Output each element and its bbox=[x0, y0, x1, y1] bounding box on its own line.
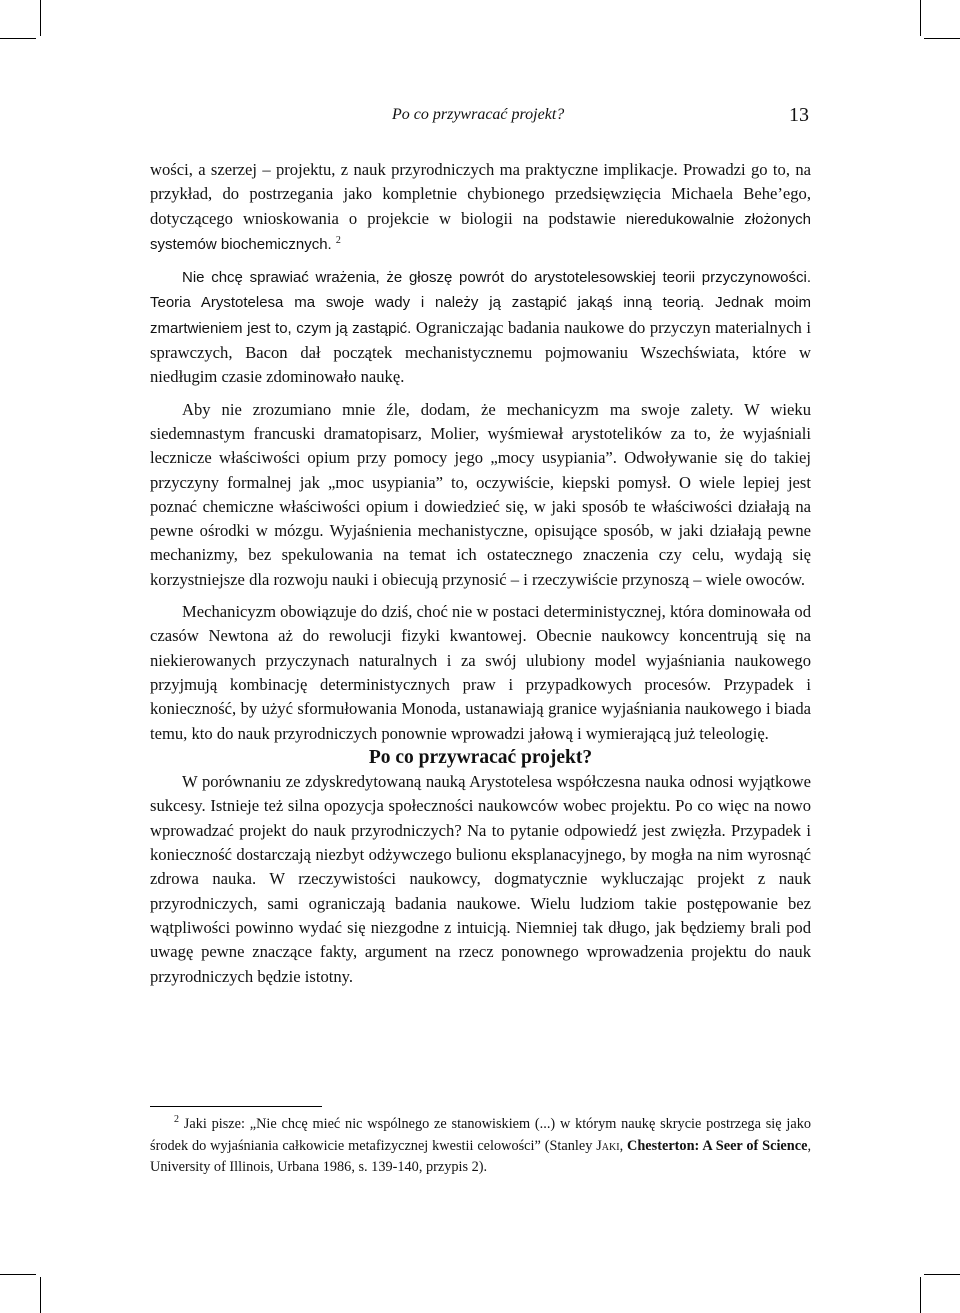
paragraph-1-sans-text: nieredukowalnie złożonych systemów biochemicznych. bbox=[150, 210, 811, 253]
crop-mark bbox=[0, 38, 36, 39]
footnote-book-title: Chesterton: A Seer of Science bbox=[627, 1137, 808, 1154]
section-heading: Po co przywracać projekt? bbox=[368, 746, 593, 768]
crop-mark bbox=[40, 0, 41, 36]
footnote-separator: , bbox=[619, 1137, 628, 1154]
paragraph-2-text: Ograniczając badania naukowe do przyczyn materialnych i sprawczych, Bacon dał początek mechanistycznemu pojmowaniu Wszechświata, które w niedługim czasie zdominowało naukę. bbox=[150, 317, 811, 387]
crop-mark bbox=[920, 0, 921, 36]
running-head bbox=[150, 104, 811, 132]
running-title: Po co przywracać projekt? bbox=[392, 106, 565, 123]
paragraph-2 bbox=[150, 265, 811, 389]
paragraph-1 bbox=[150, 158, 811, 257]
paragraph-3: Aby nie zrozumiano mnie źle, dodam, że mechanicyzm ma swoje zalety. W wieku siedemnastym francuski dramatopisarz, Molier, wyśmiewał arystotelików za to, że wyjaśniali lecznicze właściwości opium przy pomocy jego „mocy usypiania”. Odwoływanie się do takiej przyczyny formalnej jak „moc usypiania” to, oczywiście, kiepski pomysł. O wiele lepiej jest poznać chemiczne właściwości opium i dowiedzieć się, w jaki sposób te właściwości działają na pewne ośrodki w mózgu. Wyjaśnienia mechanistyczne, opisujące sposób, w jaki działają pewne mechanizmy, bez spekulowania na temat ich ostatecznego znaczenia czy celu, wydają się korzystniejsze dla rozwoju nauki i obiecują przynosić – i rzeczywiście przynoszą – wiele owoców. bbox=[150, 399, 811, 589]
footnote-ref[interactable]: 2 bbox=[335, 234, 341, 246]
footnote-number: 2 bbox=[174, 1114, 179, 1125]
footnote bbox=[150, 1114, 811, 1179]
footnote-author: Jaki bbox=[596, 1137, 620, 1154]
page-number: 13 bbox=[789, 104, 809, 126]
paragraph-4: Mechanicyzm obowiązuje do dziś, choć nie w postaci deterministycznej, która dominowała od czasów Newtona aż do rewolucji fizyki kwantowej. Obecnie naukowcy koncentrują się na niekierowanych przyczynach naturalnych i za swój ulubiony model wyjaśniania naukowego przyjmują kombinację deterministycznych praw i przypadkowych procesów. Przypadek i konieczność, by użyć sformułowania Monoda, ustanawiają granice wyjaśniania naukowego i biada temu, kto do nauk przyrodniczych ponownie wprowadzi jałową i wymierającą już teleologię. bbox=[150, 602, 811, 743]
paragraph-1-text: wości, a szerzej – projektu, z nauk przyrodniczych ma praktyczne implikacje. Prowadzi go to, na przykład, do postrzegania jako kompletnie chybionego przedsięwzięcia Michaela Behe’ego, dotyczącego wnioskowania o projekcie w biologii na podstawie bbox=[150, 160, 811, 228]
crop-mark bbox=[924, 1274, 960, 1275]
crop-mark bbox=[924, 38, 960, 39]
footnote-text: Jaki pisze: „Nie chcę mieć nic wspólnego ze stanowiskiem (...) w którym naukę skrycie postrzega się jako środek do wyjaśniania całkowicie metafizycznej kwestii celowości” (Stanley bbox=[150, 1116, 811, 1154]
footnote-rule bbox=[150, 1106, 322, 1107]
crop-mark bbox=[0, 1274, 36, 1275]
crop-mark bbox=[40, 1277, 41, 1313]
crop-mark bbox=[920, 1277, 921, 1313]
body-text bbox=[150, 158, 811, 989]
footnote-text-end: , University of Illinois, Urbana 1986, s. 139-140, przypis 2). bbox=[150, 1137, 812, 1175]
paragraph-5: W porównaniu ze zdyskredytowaną nauką Arystotelesa współczesna nauka odnosi wyjątkowe sukcesy. Istnieje też silna opozycja społeczności naukowców wobec projektu. Po co więc na nowo wprowadzać projekt do nauk przyrodniczych? Na to pytanie odpowiedź jest zwięzła. Przypadek i konieczność dostarczają niezbyt odżywczego bulionu eksplanacyjnego, by mogła na nim wyrosnąć zdrowa nauka. W rzeczywistości naukowcy, dogmatycznie wykluczając projekt z nauk przyrodniczych, sami ograniczają badania naukowe. Wielu ludziom takie postępowanie bez wątpliwości powinno wydać się niezgodne z intuicją. Niemniej tak długo, jak będziemy brali pod uwagę pewne znaczące fakty, argument na rzecz ponownego wprowadzenia projektu do nauk przyrodniczych będzie istotny. bbox=[150, 772, 811, 986]
paragraph-2-sans-text: Nie chcę sprawiać wrażenia, że głoszę powrót do arystotelesowskiej teorii przyczynowości. Teoria Arystotelesa ma swoje wady i należy ją zastąpić jakąś inną teorią. Jednak moim zmartwieniem jest to, czym ją zastąpić. bbox=[150, 269, 811, 337]
